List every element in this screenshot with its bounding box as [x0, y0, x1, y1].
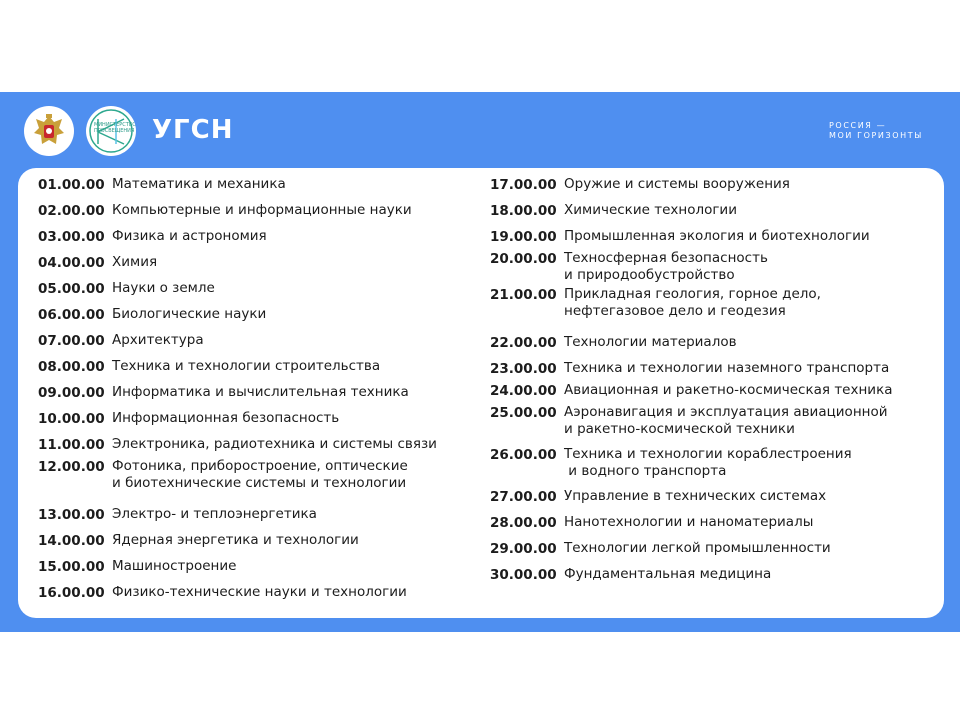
specialty-code: 23.00.00	[490, 361, 557, 377]
specialty-name: Физико-технические науки и технологии	[112, 584, 407, 600]
specialty-name: Информационная безопасность	[112, 410, 340, 426]
specialty-code: 08.00.00	[38, 359, 105, 375]
slide	[0, 92, 960, 632]
specialty-code: 28.00.00	[490, 515, 557, 531]
specialty-code: 13.00.00	[38, 507, 105, 523]
specialty-name: Оружие и системы вооружения	[564, 176, 790, 192]
specialty-code: 12.00.00	[38, 459, 105, 475]
specialty-name: Технологии материалов	[564, 334, 737, 350]
specialty-code: 03.00.00	[38, 229, 105, 245]
education-logo-icon	[86, 106, 136, 156]
specialty-name: Техника и технологии строительства	[112, 358, 381, 374]
specialty-name: Техника и технологии кораблестроения и водного транспорта	[564, 446, 852, 479]
specialty-name: Промышленная экология и биотехнологии	[564, 228, 870, 244]
specialty-name: Фотоника, приборостроение, оптические и биотехнические системы и технологии	[112, 458, 408, 491]
specialty-code: 17.00.00	[490, 177, 557, 193]
specialty-code: 26.00.00	[490, 447, 557, 463]
specialty-code: 11.00.00	[38, 437, 105, 453]
tagline-line-2: МОИ ГОРИЗОНТЫ	[829, 131, 923, 140]
tagline-line-1: РОССИЯ —	[829, 121, 887, 130]
specialty-name: Ядерная энергетика и технологии	[112, 532, 359, 548]
specialty-code: 20.00.00	[490, 251, 557, 267]
specialty-code: 22.00.00	[490, 335, 557, 351]
specialty-list-card	[18, 168, 944, 618]
specialty-code: 29.00.00	[490, 541, 557, 557]
specialty-name: Технологии легкой промышленности	[564, 540, 831, 556]
coat-of-arms-icon	[24, 106, 74, 156]
specialty-name: Науки о земле	[112, 280, 215, 296]
specialty-code: 02.00.00	[38, 203, 105, 219]
specialty-code: 27.00.00	[490, 489, 557, 505]
specialty-name: Фундаментальная медицина	[564, 566, 772, 582]
specialty-name: Физика и астрономия	[112, 228, 267, 244]
specialty-name: Архитектура	[112, 332, 204, 348]
specialty-code: 01.00.00	[38, 177, 105, 193]
specialty-name: Информатика и вычислительная техника	[112, 384, 409, 400]
specialty-code: 16.00.00	[38, 585, 105, 601]
specialty-name: Управление в технических системах	[564, 488, 827, 504]
specialty-code: 04.00.00	[38, 255, 105, 271]
specialty-name: Химические технологии	[564, 202, 737, 218]
specialty-code: 30.00.00	[490, 567, 557, 583]
specialty-code: 21.00.00	[490, 287, 557, 303]
specialty-code: 24.00.00	[490, 383, 557, 399]
specialty-name: Техника и технологии наземного транспорта	[564, 360, 890, 376]
logo-text: МИНИСТЕРСТВО ПРОСВЕЩЕНИЯ	[94, 122, 136, 134]
specialty-name: Биологические науки	[112, 306, 267, 322]
specialty-name: Аэронавигация и эксплуатация авиационной и ракетно-космической техники	[564, 404, 888, 437]
specialty-code: 10.00.00	[38, 411, 105, 427]
specialty-code: 25.00.00	[490, 405, 557, 421]
specialty-code: 19.00.00	[490, 229, 557, 245]
specialty-name: Прикладная геология, горное дело, нефтегазовое дело и геодезия	[564, 286, 821, 319]
specialty-name: Нанотехнологии и наноматериалы	[564, 514, 814, 530]
specialty-code: 14.00.00	[38, 533, 105, 549]
specialty-name: Техносферная безопасность и природообустройство	[564, 250, 768, 283]
specialty-name: Машиностроение	[112, 558, 237, 574]
specialty-name: Математика и механика	[112, 176, 286, 192]
specialty-code: 09.00.00	[38, 385, 105, 401]
page-title: УГСН	[152, 115, 234, 145]
specialty-code: 05.00.00	[38, 281, 105, 297]
tagline	[829, 121, 949, 141]
header	[0, 92, 960, 168]
specialty-code: 18.00.00	[490, 203, 557, 219]
specialty-name: Электро- и теплоэнергетика	[112, 506, 317, 522]
specialty-code: 07.00.00	[38, 333, 105, 349]
specialty-name: Компьютерные и информационные науки	[112, 202, 412, 218]
specialty-code: 15.00.00	[38, 559, 105, 575]
specialty-code: 06.00.00	[38, 307, 105, 323]
specialty-name: Электроника, радиотехника и системы связи	[112, 436, 437, 452]
specialty-name: Химия	[112, 254, 158, 270]
specialty-name: Авиационная и ракетно-космическая техника	[564, 382, 893, 398]
